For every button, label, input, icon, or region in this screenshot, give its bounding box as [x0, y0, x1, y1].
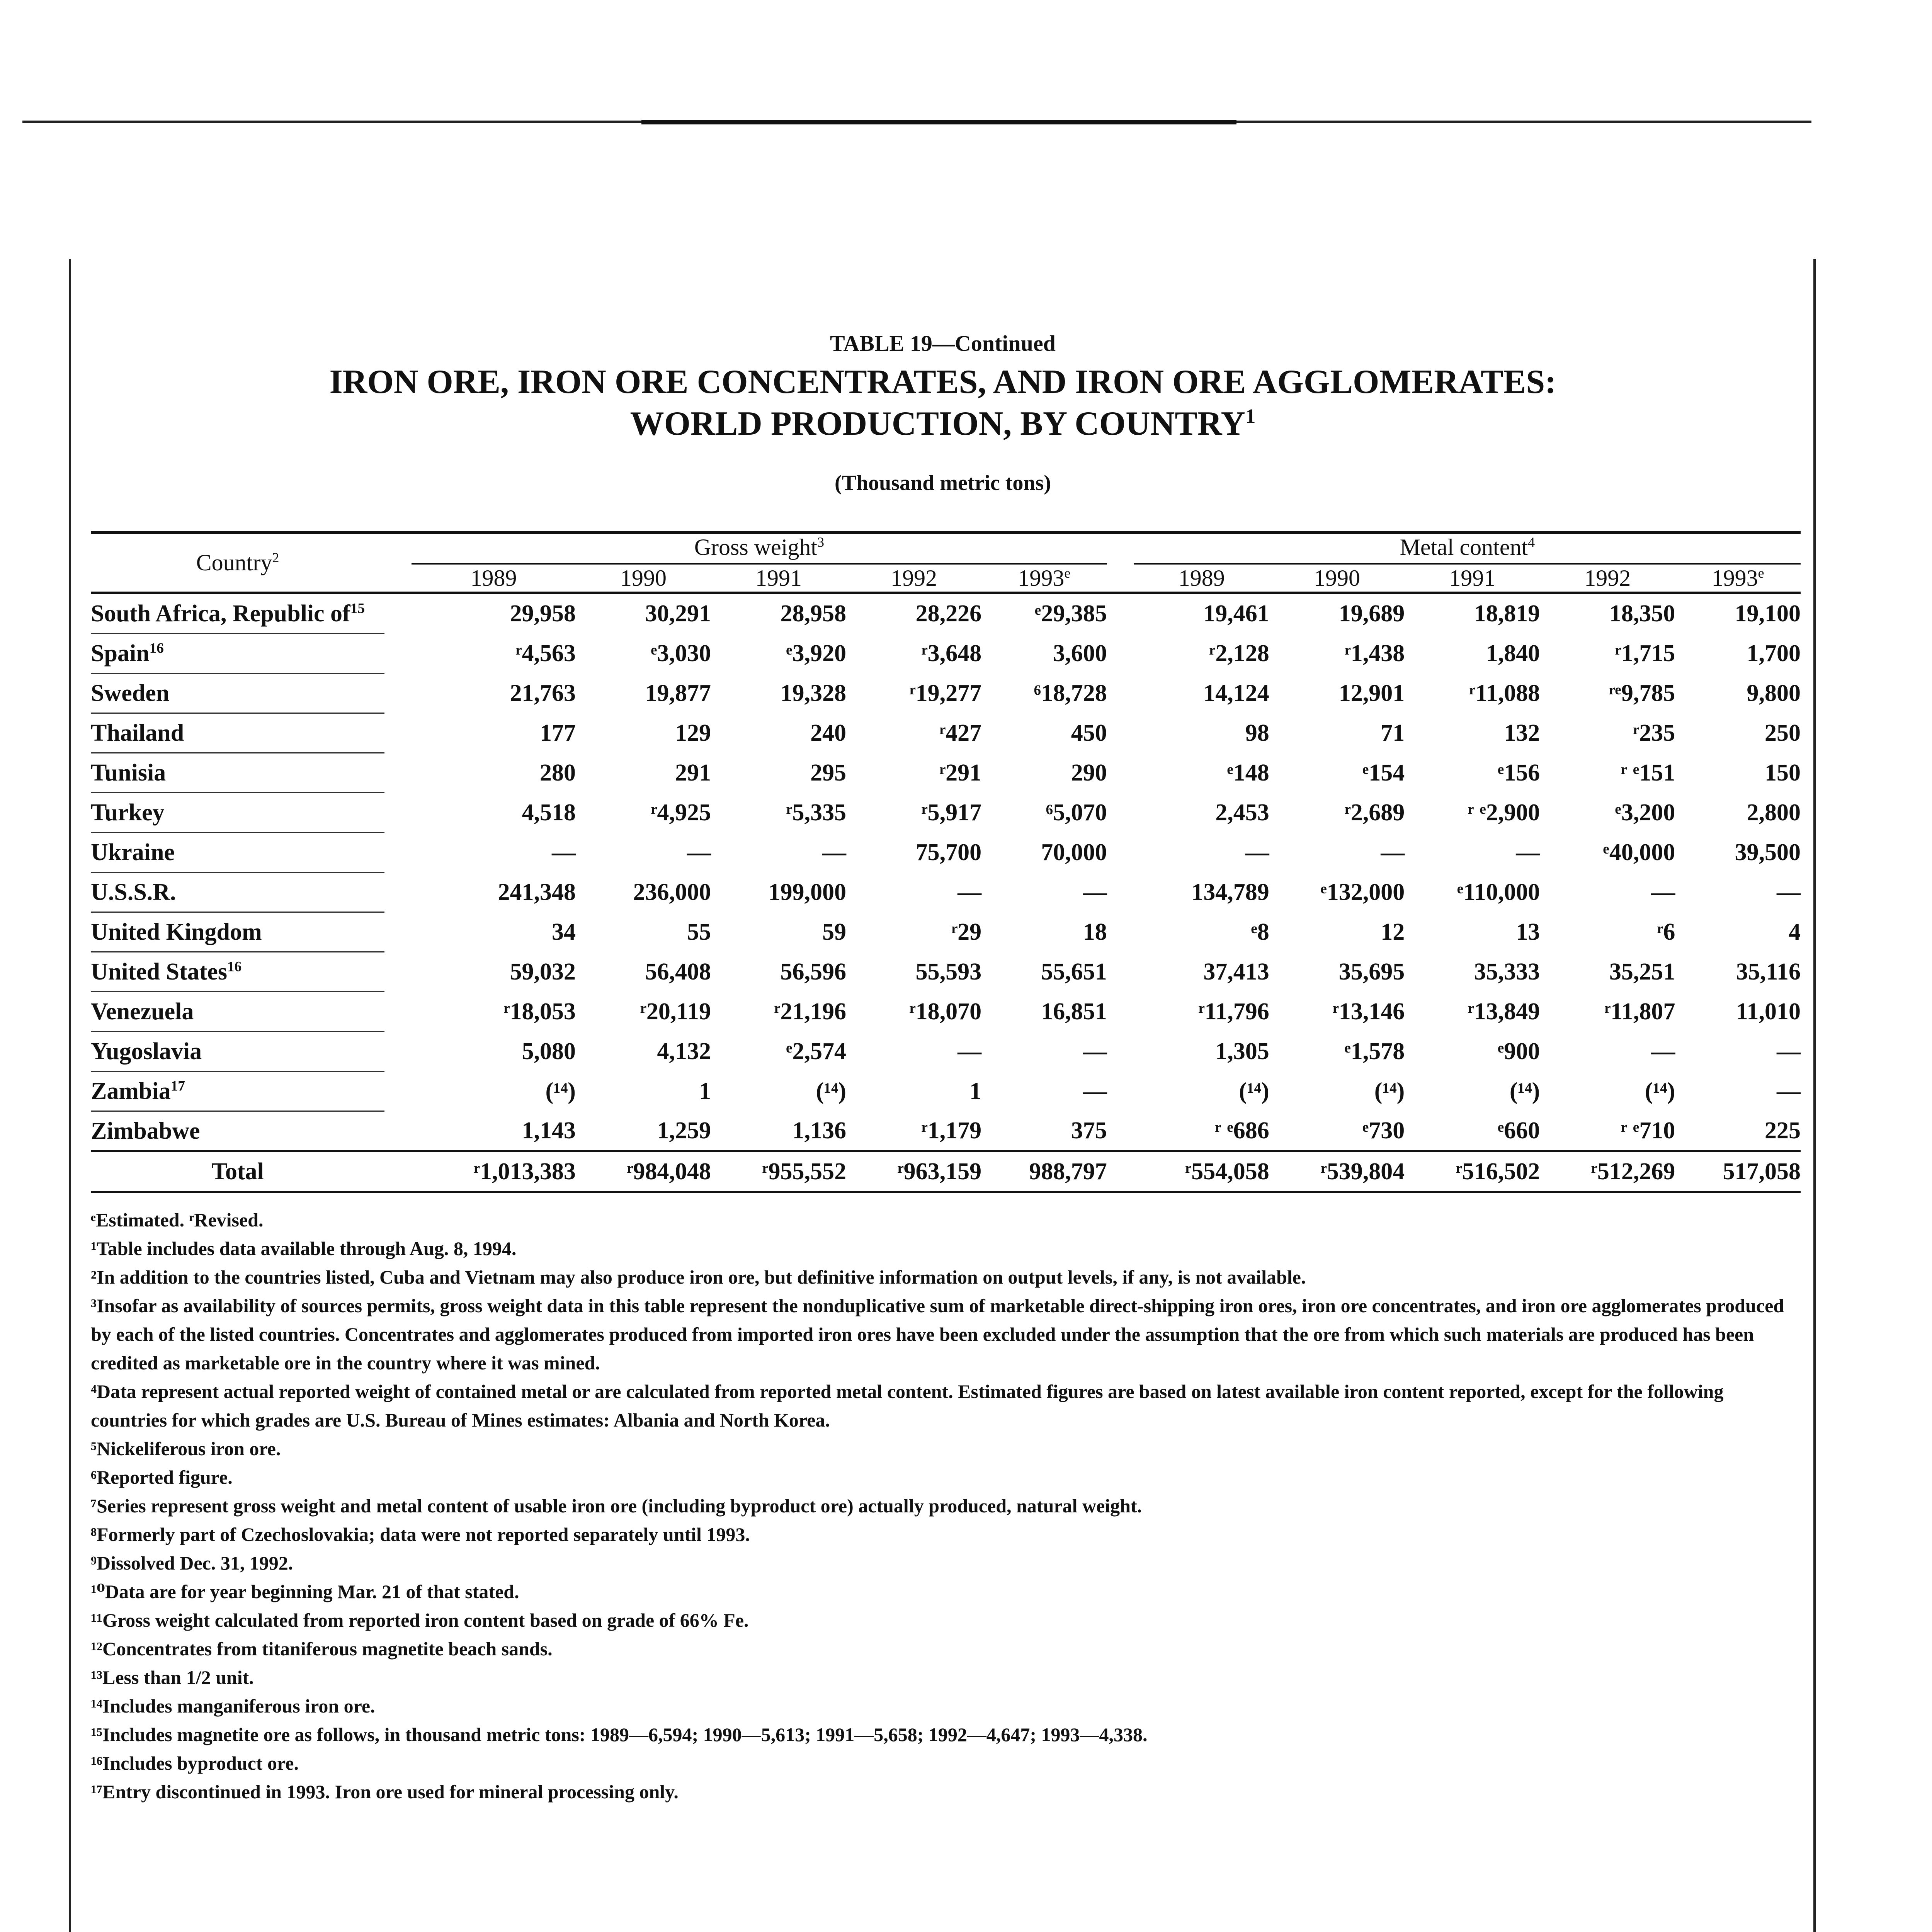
footnote: ¹⁵Includes magnetite ore as follows, in thousand metric tons: 1989—6,594; 1990—5,613; 1991—5,658; 1992—4,647; 1993—4,338.	[91, 1724, 1148, 1745]
metal-value-cell: 250	[1765, 719, 1801, 746]
metal-value-cell: 19,461	[1203, 600, 1269, 627]
metal-value-cell: —	[1777, 1038, 1801, 1065]
gross-value-cell: 199,000	[768, 879, 847, 905]
metal-value-cell: 35,695	[1338, 958, 1405, 985]
gross-value-cell: 1,136	[792, 1117, 847, 1144]
metal-value-cell: 37,413	[1203, 958, 1269, 985]
gross-value-cell: ʳ5,335	[786, 799, 847, 826]
gross-value-cell: ʳ18,070	[909, 998, 982, 1025]
metal-value-cell: (¹⁴)	[1645, 1078, 1675, 1104]
gross-value-cell: ⁶5,070	[1046, 799, 1107, 826]
footnote: ⁵Nickeliferous iron ore.	[91, 1438, 281, 1459]
footnote: ¹⁰Data are for year beginning Mar. 21 of that stated.	[91, 1581, 519, 1602]
table-title	[77, 361, 1808, 445]
metal-value-cell: ʳ ᵉ710	[1621, 1117, 1675, 1144]
table-row	[91, 1071, 1801, 1111]
gross-value-cell: 16,851	[1041, 998, 1107, 1025]
metal-value-cell: —	[1651, 879, 1675, 905]
gross-value-cell: ʳ963,159	[846, 1151, 981, 1192]
gross-value-cell: 19,877	[645, 680, 711, 706]
table-label: TABLE 19—Continued	[830, 331, 1056, 356]
footnote: ᵉEstimated. ʳRevised.	[91, 1209, 264, 1231]
metal-value-cell: ʳ2,128	[1209, 640, 1269, 667]
metal-value-cell: 1,700	[1747, 640, 1801, 667]
metal-value-cell: ʳ6	[1657, 918, 1675, 945]
metal-value-cell: 18,350	[1609, 600, 1675, 627]
gross-value-cell: (¹⁴)	[816, 1078, 847, 1104]
metal-value-cell: ʳ1,438	[1344, 640, 1405, 667]
metal-value-cell: 35,333	[1474, 958, 1540, 985]
country-cell: Total	[91, 1151, 384, 1192]
metal-year-2: 1991	[1405, 564, 1540, 593]
gross-value-cell: 5,080	[522, 1038, 576, 1065]
gross-year-2: 1991	[711, 564, 846, 593]
metal-value-cell: ᵉ132,000	[1320, 879, 1405, 905]
metal-value-cell: ᵉ730	[1362, 1117, 1405, 1144]
gross-value-cell: ᵉ3,030	[651, 640, 711, 667]
table-row	[91, 912, 1801, 952]
gross-value-cell: 28,226	[915, 600, 982, 627]
metal-value-cell: ʳ11,807	[1604, 998, 1675, 1025]
gross-value-cell: ʳ29	[951, 918, 982, 945]
metal-value-cell: ʳ554,058	[1134, 1151, 1269, 1192]
metal-value-cell: 517,058	[1675, 1151, 1801, 1192]
units-label: (Thousand metric tons)	[834, 471, 1051, 495]
metal-year-1: 1990	[1269, 564, 1405, 593]
gross-value-cell: —	[687, 839, 711, 866]
gross-value-cell: 177	[539, 719, 576, 746]
gross-value-cell: ʳ427	[939, 719, 982, 746]
gross-value-cell: 21,763	[510, 680, 576, 706]
left-margin-line	[69, 259, 71, 1932]
footnote: ⁸Formerly part of Czechoslovakia; data were not reported separately until 1993.	[91, 1524, 750, 1545]
metal-value-cell: ʳ539,804	[1269, 1151, 1405, 1192]
gross-value-cell: 375	[1071, 1117, 1107, 1144]
table-row	[91, 992, 1801, 1032]
metal-value-cell: ʳ1,715	[1615, 640, 1675, 667]
gross-value-cell: 75,700	[915, 839, 982, 866]
footnote: ¹³Less than 1/2 unit.	[91, 1667, 254, 1688]
gross-value-cell: 240	[810, 719, 847, 746]
gross-value-cell: ᵉ2,574	[786, 1038, 847, 1065]
metal-value-cell: ʳᵉ9,785	[1609, 680, 1675, 706]
gross-value-cell: 295	[810, 759, 847, 786]
country-cell: United States$^{16}$	[91, 952, 384, 992]
metal-value-cell: 225	[1765, 1117, 1801, 1144]
footnote: ¹Table includes data available through Aug. 8, 1994.	[91, 1238, 517, 1259]
metal-value-cell: 19,100	[1735, 600, 1801, 627]
country-cell: Thailand	[91, 713, 384, 753]
metal-value-cell: ᵉ110,000	[1457, 879, 1540, 905]
metal-value-cell: —	[1777, 879, 1801, 905]
title-line-1: IRON ORE, IRON ORE CONCENTRATES, AND IRON ORE AGGLOMERATES:	[329, 363, 1556, 401]
metal-value-cell: 39,500	[1735, 839, 1801, 866]
metal-value-cell: ʳ512,269	[1540, 1151, 1675, 1192]
gross-value-cell: 291	[675, 759, 711, 786]
gross-value-cell: —	[1083, 1078, 1107, 1104]
gross-value-cell: ʳ4,563	[515, 640, 576, 667]
gross-value-cell: 1	[699, 1078, 711, 1104]
metal-value-cell: —	[1516, 839, 1540, 866]
gross-value-cell: ʳ20,119	[640, 998, 711, 1025]
country-cell: Ukraine	[91, 833, 384, 872]
metal-value-cell: —	[1245, 839, 1269, 866]
footnotes	[91, 1206, 1799, 1806]
production-table	[91, 531, 1801, 1193]
footnote: ²In addition to the countries listed, Cuba and Vietnam may also produce iron ore, but definitive information on output levels, if any, is not available.	[91, 1266, 1306, 1288]
gross-value-cell: 4,518	[522, 799, 576, 826]
metal-year-0: 1989	[1134, 564, 1269, 593]
gross-value-cell: (¹⁴)	[545, 1078, 576, 1104]
footnote: ⁷Series represent gross weight and metal content of usable iron ore (including byproduct ore) actually produced, natural weight.	[91, 1495, 1142, 1517]
gross-value-cell: ʳ18,053	[503, 998, 576, 1025]
country-cell: United Kingdom	[91, 912, 384, 952]
footnote: ¹⁷Entry discontinued in 1993. Iron ore used for mineral processing only.	[91, 1781, 679, 1803]
gross-value-cell: 55,651	[1041, 958, 1107, 985]
metal-content-header: Metal content$^4$	[1134, 533, 1801, 564]
metal-value-cell: 9,800	[1747, 680, 1801, 706]
metal-value-cell: ʳ2,689	[1344, 799, 1405, 826]
gross-value-cell: —	[1083, 879, 1107, 905]
metal-value-cell: (¹⁴)	[1509, 1078, 1540, 1104]
group-header-row	[91, 533, 1801, 564]
metal-value-cell: ᵉ148	[1227, 759, 1269, 786]
metal-value-cell: ʳ11,796	[1198, 998, 1269, 1025]
gross-value-cell: 59,032	[510, 958, 576, 985]
metal-value-cell: 1,840	[1486, 640, 1540, 667]
gross-value-cell: 988,797	[981, 1151, 1107, 1192]
metal-value-cell: 12,901	[1338, 680, 1405, 706]
gross-value-cell: 3,600	[1053, 640, 1107, 667]
metal-value-cell: 14,124	[1203, 680, 1269, 706]
gross-value-cell: 1,259	[657, 1117, 711, 1144]
country-cell: Venezuela	[91, 992, 384, 1032]
gross-value-cell: 28,958	[780, 600, 847, 627]
table-row	[91, 753, 1801, 793]
metal-value-cell: 134,789	[1191, 879, 1269, 905]
metal-value-cell: ʳ13,849	[1468, 998, 1540, 1025]
metal-value-cell: ᵉ3,200	[1615, 799, 1675, 826]
table-row	[91, 673, 1801, 713]
metal-value-cell: (¹⁴)	[1374, 1078, 1405, 1104]
metal-value-cell: 2,453	[1215, 799, 1269, 826]
footnote: ⁴Data represent actual reported weight of contained metal or are calculated from reported metal content. Estimated figures are based on latest available iron content reported, except for the following countries for which grades are U.S. Bureau of Mines estimates: Albania and North Korea.	[91, 1381, 1724, 1431]
metal-value-cell: 132	[1504, 719, 1540, 746]
metal-value-cell: 4	[1789, 918, 1801, 945]
gross-value-cell: 29,958	[510, 600, 576, 627]
metal-value-cell: 18,819	[1474, 600, 1540, 627]
gross-year-0: 1989	[412, 564, 576, 593]
gross-value-cell: ʳ5,917	[921, 799, 982, 826]
metal-year-mark: e	[1758, 565, 1764, 581]
gross-value-cell: ʳ955,552	[711, 1151, 846, 1192]
gross-value-cell: 280	[539, 759, 576, 786]
gross-value-cell: 290	[1071, 759, 1107, 786]
metal-value-cell: ᵉ660	[1498, 1117, 1540, 1144]
right-margin-line	[1813, 259, 1816, 1932]
metal-value-cell: ᵉ154	[1362, 759, 1405, 786]
metal-year-4: 1993e	[1675, 564, 1801, 593]
table-row	[91, 952, 1801, 992]
country-cell: Sweden	[91, 673, 384, 713]
country-cell: Tunisia	[91, 753, 384, 793]
metal-value-cell: ᵉ900	[1498, 1038, 1540, 1065]
metal-value-cell: ʳ ᵉ686	[1215, 1117, 1269, 1144]
metal-value-cell: ʳ11,088	[1469, 680, 1540, 706]
gross-value-cell: —	[957, 1038, 982, 1065]
gross-value-cell: 236,000	[633, 879, 711, 905]
table-row	[91, 1032, 1801, 1071]
total-row	[91, 1151, 1801, 1192]
gross-value-cell: ʳ1,013,383	[412, 1151, 576, 1192]
country-cell: Zambia$^{17}$	[91, 1071, 384, 1111]
gross-value-cell: 30,291	[645, 600, 711, 627]
metal-value-cell: —	[1777, 1078, 1801, 1104]
table-row	[91, 593, 1801, 634]
metal-value-cell: ᵉ1,578	[1344, 1038, 1405, 1065]
gross-value-cell: 1	[969, 1078, 982, 1104]
gross-value-cell: ʳ984,048	[576, 1151, 711, 1192]
metal-value-cell: ʳ516,502	[1405, 1151, 1540, 1192]
gross-value-cell: 18	[1083, 918, 1107, 945]
table-row	[91, 833, 1801, 872]
footnote: ¹²Concentrates from titaniferous magnetite beach sands.	[91, 1638, 553, 1660]
country-column-header: Country$^2$	[91, 533, 384, 593]
footnote: ⁹Dissolved Dec. 31, 1992.	[91, 1552, 293, 1574]
header-rule-thick	[641, 120, 1236, 124]
metal-value-cell: 12	[1381, 918, 1405, 945]
metal-value-cell: ᵉ156	[1498, 759, 1540, 786]
gross-value-cell: ʳ4,925	[651, 799, 711, 826]
country-cell: Turkey	[91, 793, 384, 833]
gross-value-cell: —	[551, 839, 576, 866]
table-row	[91, 713, 1801, 753]
metal-value-cell: —	[1381, 839, 1405, 866]
gross-value-cell: 34	[551, 918, 576, 945]
title-line-2: WORLD PRODUCTION, BY COUNTRY$^1$	[630, 405, 1256, 442]
country-cell: Zimbabwe	[91, 1111, 384, 1151]
gross-value-cell: ⁶18,728	[1034, 680, 1107, 706]
gross-value-cell: 4,132	[657, 1038, 711, 1065]
table-body	[91, 593, 1801, 1192]
metal-value-cell: (¹⁴)	[1239, 1078, 1269, 1104]
metal-year-3: 1992	[1540, 564, 1675, 593]
gross-value-cell: 70,000	[1041, 839, 1107, 866]
gross-value-cell: —	[822, 839, 847, 866]
country-cell: South Africa, Republic $of^{15}$	[91, 593, 384, 634]
metal-value-cell: ᵉ40,000	[1603, 839, 1675, 866]
gross-value-cell: 59	[822, 918, 847, 945]
table-row	[91, 1111, 1801, 1151]
country-cell: Yugoslavia	[91, 1032, 384, 1071]
gross-value-cell: ᵉ3,920	[786, 640, 847, 667]
metal-value-cell: —	[1651, 1038, 1675, 1065]
table-row	[91, 634, 1801, 673]
gross-value-cell: 450	[1071, 719, 1107, 746]
metal-value-cell: 19,689	[1338, 600, 1405, 627]
metal-value-cell: ʳ ᵉ151	[1621, 759, 1675, 786]
gross-value-cell: —	[957, 879, 982, 905]
gross-year-4: 1993e	[981, 564, 1107, 593]
metal-value-cell: ᵉ8	[1251, 918, 1269, 945]
metal-value-cell: 71	[1381, 719, 1405, 746]
gross-value-cell: 55	[687, 918, 711, 945]
gross-value-cell: 241,348	[498, 879, 576, 905]
gross-value-cell: ʳ1,179	[921, 1117, 982, 1144]
gross-value-cell: ʳ21,196	[774, 998, 847, 1025]
metal-value-cell: ʳ13,146	[1332, 998, 1405, 1025]
metal-value-cell: 150	[1765, 759, 1801, 786]
metal-value-cell: 11,010	[1736, 998, 1801, 1025]
gross-value-cell: ʳ19,277	[909, 680, 982, 706]
table-row	[91, 793, 1801, 833]
footnote: ¹⁴Includes manganiferous iron ore.	[91, 1695, 375, 1717]
metal-value-cell: 1,305	[1215, 1038, 1269, 1065]
country-cell: Spain$^{16}$	[91, 634, 384, 673]
country-cell: U.S.S.R.	[91, 872, 384, 912]
metal-value-cell: 2,800	[1747, 799, 1801, 826]
gross-value-cell: 129	[675, 719, 711, 746]
metal-value-cell: 98	[1245, 719, 1269, 746]
metal-value-cell: 13	[1516, 918, 1540, 945]
gross-weight-header: Gross weight$^3$	[412, 533, 1107, 564]
gross-year-3: 1992	[846, 564, 981, 593]
gross-value-cell: ʳ3,648	[921, 640, 982, 667]
gross-value-cell: —	[1083, 1038, 1107, 1065]
gross-value-cell: 1,143	[522, 1117, 576, 1144]
metal-value-cell: 35,116	[1736, 958, 1801, 985]
gross-year-1: 1990	[576, 564, 711, 593]
gross-value-cell: 19,328	[780, 680, 847, 706]
footnote: ³Insofar as availability of sources permits, gross weight data in this table represent the nonduplicative sum of marketable direct-shipping iron ores, iron ore concentrates, and iron ore agglomerates produced by each of the listed countries. Concentrates and agglomerates produced from imported iron ores have been excluded under the assumption that the ore from which such materials are produced has been credited as marketable ore in the country where it was mined.	[91, 1295, 1784, 1374]
metal-value-cell: ʳ235	[1633, 719, 1675, 746]
gross-value-cell: 55,593	[915, 958, 982, 985]
footnote: ¹⁶Includes byproduct ore.	[91, 1752, 299, 1774]
metal-value-cell: 35,251	[1609, 958, 1675, 985]
metal-value-cell: ʳ ᵉ2,900	[1468, 799, 1540, 826]
gross-value-cell: 56,408	[645, 958, 711, 985]
gross-value-cell: ʳ291	[939, 759, 982, 786]
gross-value-cell: 56,596	[780, 958, 847, 985]
footnote: ⁶Reported figure.	[91, 1466, 233, 1488]
gross-year-mark: e	[1064, 565, 1071, 581]
gross-value-cell: ᵉ29,385	[1035, 600, 1107, 627]
footnote: ¹¹Gross weight calculated from reported iron content based on grade of 66% Fe.	[91, 1609, 749, 1631]
table-row	[91, 872, 1801, 912]
